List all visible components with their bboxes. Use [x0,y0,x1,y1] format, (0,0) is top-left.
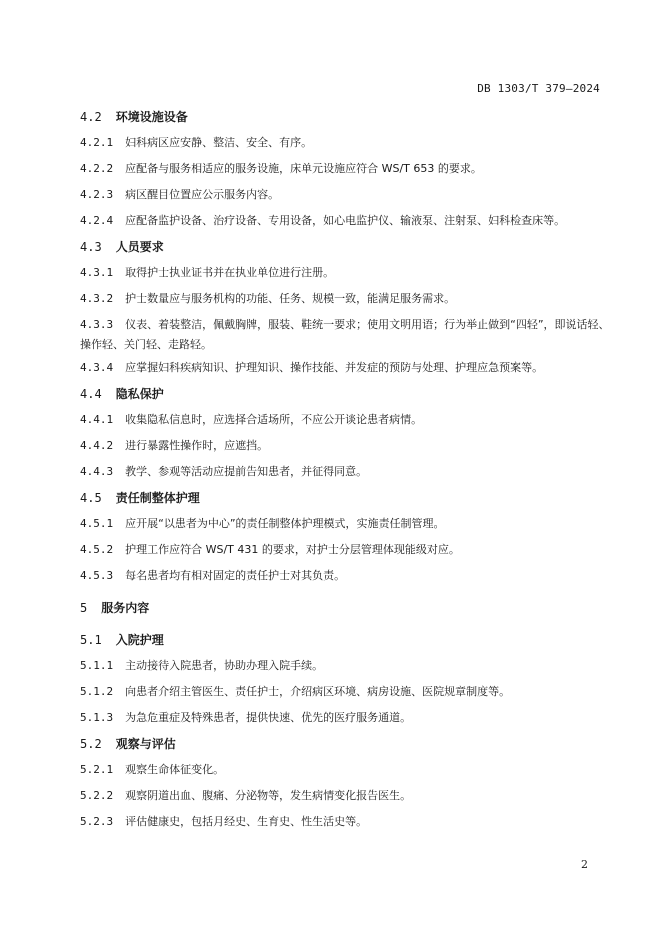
clause-text: 收集隐私信息时，应选择合适场所，不应公开谈论患者病情。 [125,413,423,426]
clause-number: 5.1.1 [80,659,114,672]
clause-number: 4.4.2 [80,439,114,452]
clause-text: 护理工作应符合 WS/T 431 的要求，对护士分层管理体现能级对应。 [125,543,460,556]
clause-number: 4.3.2 [80,292,114,305]
clause-text: 护士数量应与服务机构的功能、任务、规模一致，能满足服务需求。 [125,292,456,305]
clause-number: 4.3.1 [80,266,114,279]
clause-text: 隐私保护 [115,387,164,401]
clause [80,511,610,537]
clause-text: 向患者介绍主管医生、责任护士，介绍病区环境、病房设施、医院规章制度等。 [125,685,511,698]
clause-number: 4.5.3 [80,569,114,582]
clause [80,156,610,182]
clause-number: 4.4 [80,387,102,401]
clause [80,563,610,589]
clause-text: 观察阴道出血、腹痛、分泌物等，发生病情变化报告医生。 [125,789,412,802]
clause-number: 5.2.3 [80,815,114,828]
clause [80,312,610,355]
chapter-heading [80,595,610,621]
clause-number: 4.2.1 [80,136,114,149]
clause [80,286,610,312]
clause-number: 5.1.2 [80,685,114,698]
clause [80,355,610,381]
section-heading [80,485,610,511]
clause-number: 4.2.4 [80,214,114,227]
clause-number: 5.1.3 [80,711,114,724]
clause [80,459,610,485]
clause-text: 主动接待入院患者，协助办理入院手续。 [125,659,324,672]
clause-text: 服务内容 [101,601,150,615]
clause-number: 4.2.2 [80,162,114,175]
clause-text: 入院护理 [115,633,164,647]
document-body [80,104,610,835]
clause-number: 4.2.3 [80,188,114,201]
clause-text: 观察生命体征变化。 [125,763,225,776]
clause [80,679,610,705]
clause [80,433,610,459]
clause [80,653,610,679]
clause [80,809,610,835]
clause-number: 4.5 [80,491,102,505]
section-heading [80,104,610,130]
clause-number: 4.4.3 [80,465,114,478]
clause-text: 应配备与服务相适应的服务设施，床单元设施应符合 WS/T 653 的要求。 [125,162,482,175]
section-heading [80,627,610,653]
page-number: 2 [581,858,588,871]
clause-number: 4.5.2 [80,543,114,556]
clause [80,260,610,286]
clause-text: 妇科病区应安静、整洁、安全、有序。 [125,136,313,149]
clause-text: 观察与评估 [115,737,176,751]
clause [80,757,610,783]
clause-number: 5 [80,601,88,615]
clause [80,705,610,731]
clause [80,182,610,208]
section-heading [80,731,610,757]
clause-text: 应配备监护设备、治疗设备、专用设备，如心电监护仪、输液泵、注射泵、妇科检查床等。 [125,214,566,227]
clause [80,783,610,809]
clause-number: 5.2.2 [80,789,114,802]
clause-number: 4.3.4 [80,361,114,374]
clause-number: 5.1 [80,633,102,647]
clause-text: 责任制整体护理 [115,491,200,505]
section-heading [80,381,610,407]
clause-text: 教学、参观等活动应提前告知患者，并征得同意。 [125,465,368,478]
clause-number: 4.4.1 [80,413,114,426]
clause-text: 评估健康史，包括月经史、生育史、性生活史等。 [125,815,368,828]
clause-number: 4.3.3 [80,318,114,331]
clause-number: 4.2 [80,110,102,124]
clause-text: 每名患者均有相对固定的责任护士对其负责。 [125,569,346,582]
clause-text: 仪表、着装整洁，佩戴胸牌，服装、鞋统一要求；使用文明用语；行为举止做到“四轻”，即说话轻、操作轻、关门轻、走路轻。 [80,318,610,351]
clause [80,407,610,433]
clause-number: 5.2 [80,737,102,751]
clause-text: 进行暴露性操作时，应遮挡。 [125,439,269,452]
clause-text: 病区醒目位置应公示服务内容。 [125,188,280,201]
clause-number: 4.3 [80,240,102,254]
clause-text: 应掌握妇科疾病知识、护理知识、操作技能、并发症的预防与处理、护理应急预案等。 [125,361,544,374]
clause-text: 人员要求 [115,240,164,254]
clause [80,130,610,156]
clause-number: 4.5.1 [80,517,114,530]
document-code: DB 1303/T 379—2024 [477,82,600,95]
clause-text: 环境设施设备 [115,110,188,124]
clause-number: 5.2.1 [80,763,114,776]
section-heading [80,234,610,260]
clause-text: 应开展“以患者为中心”的责任制整体护理模式，实施责任制管理。 [125,517,445,530]
clause [80,208,610,234]
clause [80,537,610,563]
clause-text: 取得护士执业证书并在执业单位进行注册。 [125,266,335,279]
clause-text: 为急危重症及特殊患者，提供快速、优先的医疗服务通道。 [125,711,412,724]
